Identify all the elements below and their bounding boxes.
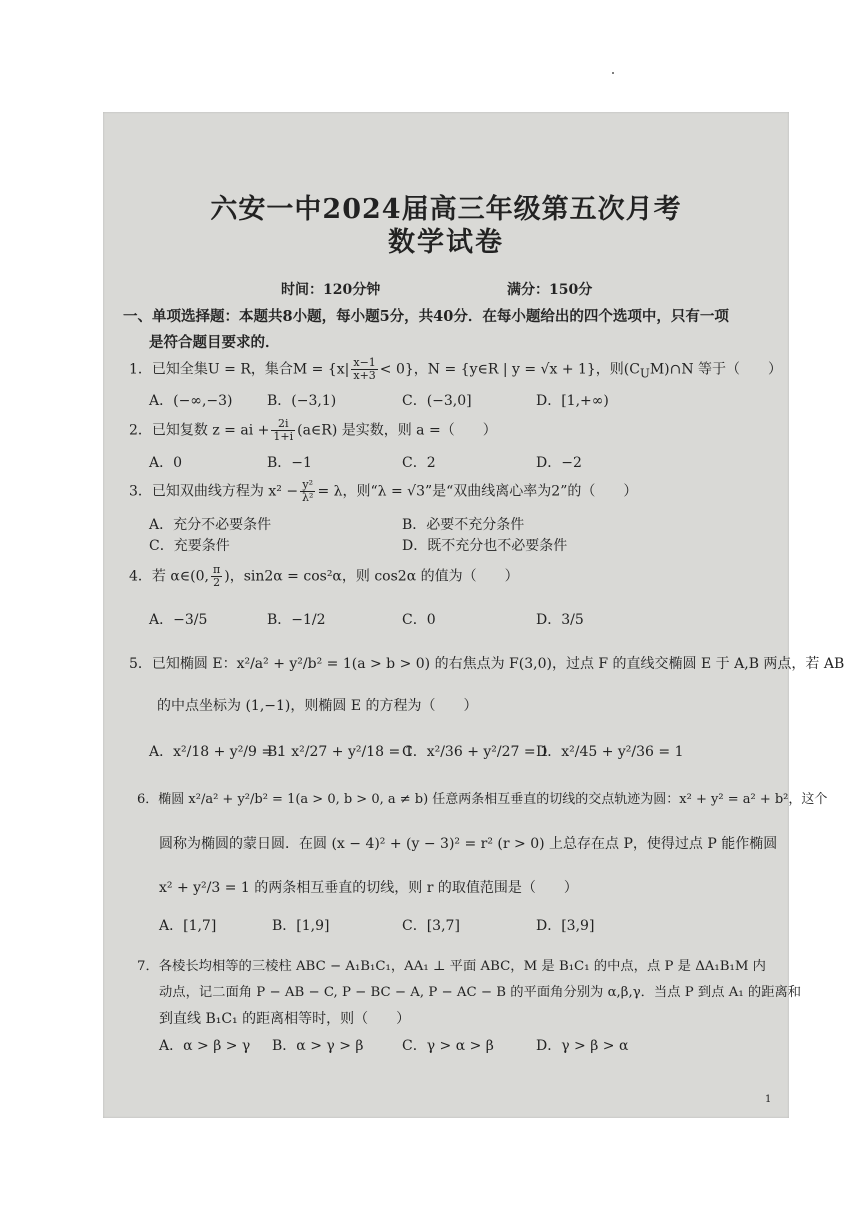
q4-option-a: A．−3/5 xyxy=(149,612,208,628)
q2-option-d: D．−2 xyxy=(536,455,582,471)
q1-option-b: B．(−3,1) xyxy=(267,393,337,409)
q1-fraction: $\frac{x-1}{x+3}$ xyxy=(353,356,376,382)
q7-option-b: B．α > γ > β xyxy=(272,1038,364,1054)
q3-option-c: C．充要条件 xyxy=(149,538,230,554)
question-4-stem: 4．若 α∈(0, $\frac{\pi}{2}$ )，sin2α = cos²α，则 cos2α 的值为（ ） xyxy=(129,563,519,589)
q3-option-a: A．充分不必要条件 xyxy=(149,517,272,533)
q2-option-c: C．2 xyxy=(402,455,436,471)
exam-sheet xyxy=(103,112,845,1118)
question-7-stem-cont2: 到直线 B₁C₁ 的距离相等时，则（ ） xyxy=(159,1011,411,1027)
question-7-stem: 7．各棱长均相等的三棱柱 ABC − A₁B₁C₁，AA₁ ⊥ 平面 ABC，M 是 B₁C₁ 的中点，点 P 是 ΔA₁B₁M 内 xyxy=(137,959,766,974)
q3-option-d: D．既不充分也不必要条件 xyxy=(402,538,568,554)
question-1-stem: 1．已知全集U = R，集合M = {x| $\frac{x-1}{x+3}$ < 0}，N = {y∈R | y = √x + 1}，则$(C_UM)\cap N$ 等于（ ） xyxy=(129,356,783,382)
q4-option-d: D．3/5 xyxy=(536,612,584,628)
q6-option-d: D．[3,9] xyxy=(536,918,595,934)
q2-option-b: B．−1 xyxy=(267,455,312,471)
question-5-stem: 5．已知椭圆 E：x²/a² + y²/b² = 1(a > b > 0) 的右焦点为 F(3,0)，过点 F 的直线交椭圆 E 于 A,B 两点，若 AB xyxy=(129,656,845,672)
q5-option-b: B．x²/27 + y²/18 = 1 xyxy=(267,744,414,760)
q2-fraction: $\frac{2i}{1+i}$ xyxy=(273,417,294,443)
q1-option-c: C．(−3,0] xyxy=(402,393,472,409)
exam-score: 满分：150分 xyxy=(507,282,593,298)
question-7-stem-cont1: 动点，记二面角 P − AB − C, P − BC − A, P − AC − B 的平面角分别为 α,β,γ．当点 P 到点 A₁ 的距离和 xyxy=(159,985,802,1000)
q3-fraction: $\frac{\text{y²}}{\text{λ²}}$ xyxy=(302,478,314,504)
exam-subtitle: 数学试卷 xyxy=(388,227,504,258)
q2-option-a: A．0 xyxy=(149,455,183,471)
q7-option-d: D．γ > β > α xyxy=(536,1038,629,1054)
q4-option-b: B．−1/2 xyxy=(267,612,326,628)
q5-option-c: C．x²/36 + y²/27 = 1 xyxy=(402,744,549,760)
page-number: 1 xyxy=(765,1094,772,1105)
question-3-stem: 3．已知双曲线方程为 x² − $\frac{\text{y²}}{\text{λ²}}$ = λ，则“λ = √3”是“双曲线离心率为2”的（ ） xyxy=(129,478,638,504)
exam-title: 六安一中2024届高三年级第五次月考 xyxy=(210,194,682,225)
q5-option-d: D．x²/45 + y²/36 = 1 xyxy=(536,744,684,760)
q3-option-b: B．必要不充分条件 xyxy=(402,517,525,533)
q7-option-c: C．γ > α > β xyxy=(402,1038,494,1054)
question-6-stem-cont2: x² + y²/3 = 1 的两条相互垂直的切线，则 r 的取值范围是（ ） xyxy=(159,880,578,896)
scan-dot xyxy=(612,72,614,74)
q1-option-a: A．(−∞,−3) xyxy=(149,393,233,409)
q4-option-c: C．0 xyxy=(402,612,436,628)
q6-option-b: B．[1,9] xyxy=(272,918,330,934)
question-6-stem-cont1: 圆称为椭圆的蒙日圆．在圆 (x − 4)² + (y − 3)² = r² (r > 0) 上总存在点 P，使得过点 P 能作椭圆 xyxy=(159,836,778,852)
section-1-heading: 一、单项选择题：本题共8小题，每小题5分，共40分．在每小题给出的四个选项中，只有一项 xyxy=(123,308,729,325)
exam-time: 时间：120分钟 xyxy=(281,282,381,298)
question-2-stem: 2．已知复数 z = ai + $\frac{2i}{1+i}$ (a∈R) 是实数，则 a =（ ） xyxy=(129,417,497,443)
q6-option-a: A．[1,7] xyxy=(159,918,217,934)
q7-option-a: A．α > β > γ xyxy=(159,1038,251,1054)
q5-option-a: A．x²/18 + y²/9 = 1 xyxy=(149,744,287,760)
question-5-stem-cont: 的中点坐标为 (1,−1)，则椭圆 E 的方程为（ ） xyxy=(157,698,478,714)
q1-option-d: D．[1,+∞) xyxy=(536,393,609,409)
question-6-stem: 6．椭圆 x²/a² + y²/b² = 1(a > 0, b > 0, a ≠ b) 任意两条相互垂直的切线的交点轨迹为圆：x² + y² = a² + b²，这个 xyxy=(137,792,828,807)
q6-option-c: C．[3,7] xyxy=(402,918,460,934)
q4-fraction: $\frac{\pi}{2}$ xyxy=(213,563,221,589)
section-1-heading-cont: 是符合题目要求的． xyxy=(149,334,280,351)
